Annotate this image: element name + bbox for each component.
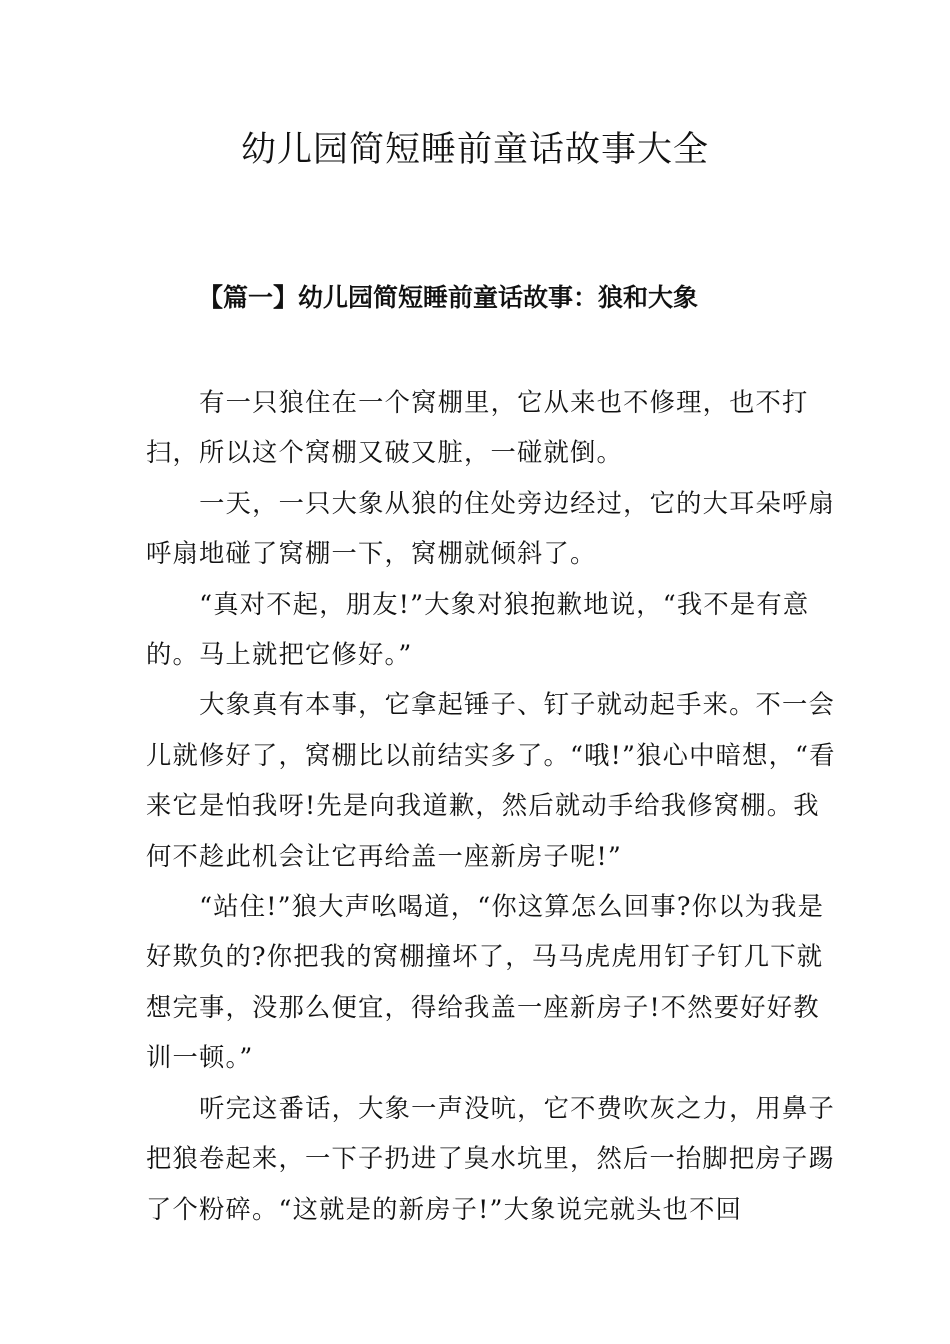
story-body [146, 378, 836, 1235]
section-heading: 【篇一】幼儿园简短睡前童话故事：狼和大象 [198, 283, 699, 312]
paragraph: 听完这番话，大象一声没吭，它不费吹灰之力，用鼻子把狼卷起来，一下子扔进了臭水坑里，然后一抬脚把房子踢了个粉碎。“这就是的新房子!”大象说完就头也不回 [146, 1093, 836, 1224]
document-title: 幼儿园简短睡前童话故事大全 [240, 130, 709, 170]
paragraph: 有一只狼住在一个窝棚里，它从来也不修理，也不打扫，所以这个窝棚又破又脏，一碰就倒。 [146, 388, 809, 468]
paragraph: 一天，一只大象从狼的住处旁边经过，它的大耳朵呼扇呼扇地碰了窝棚一下，窝棚就倾斜了。 [146, 488, 836, 569]
paragraph: 大象真有本事，它拿起锤子、钉子就动起手来。不一会儿就修好了，窝棚比以前结实多了。“哦!”狼心中暗想，“看来它是怕我呀!先是向我道歉，然后就动手给我修窝棚。我何不趁此机会让它再给盖一座新房子呢!” [146, 690, 836, 871]
paragraph: “站住!”狼大声吆喝道，“你这算怎么回事?你以为我是好欺负的?你把我的窝棚撞坏了，马马虎虎用钉子钉几下就想完事，没那么便宜，得给我盖一座新房子!不然要好好教训一顿。” [146, 892, 825, 1073]
paragraph: “真对不起，朋友!”大象对狼抱歉地说，“我不是有意的。马上就把它修好。” [146, 589, 810, 670]
